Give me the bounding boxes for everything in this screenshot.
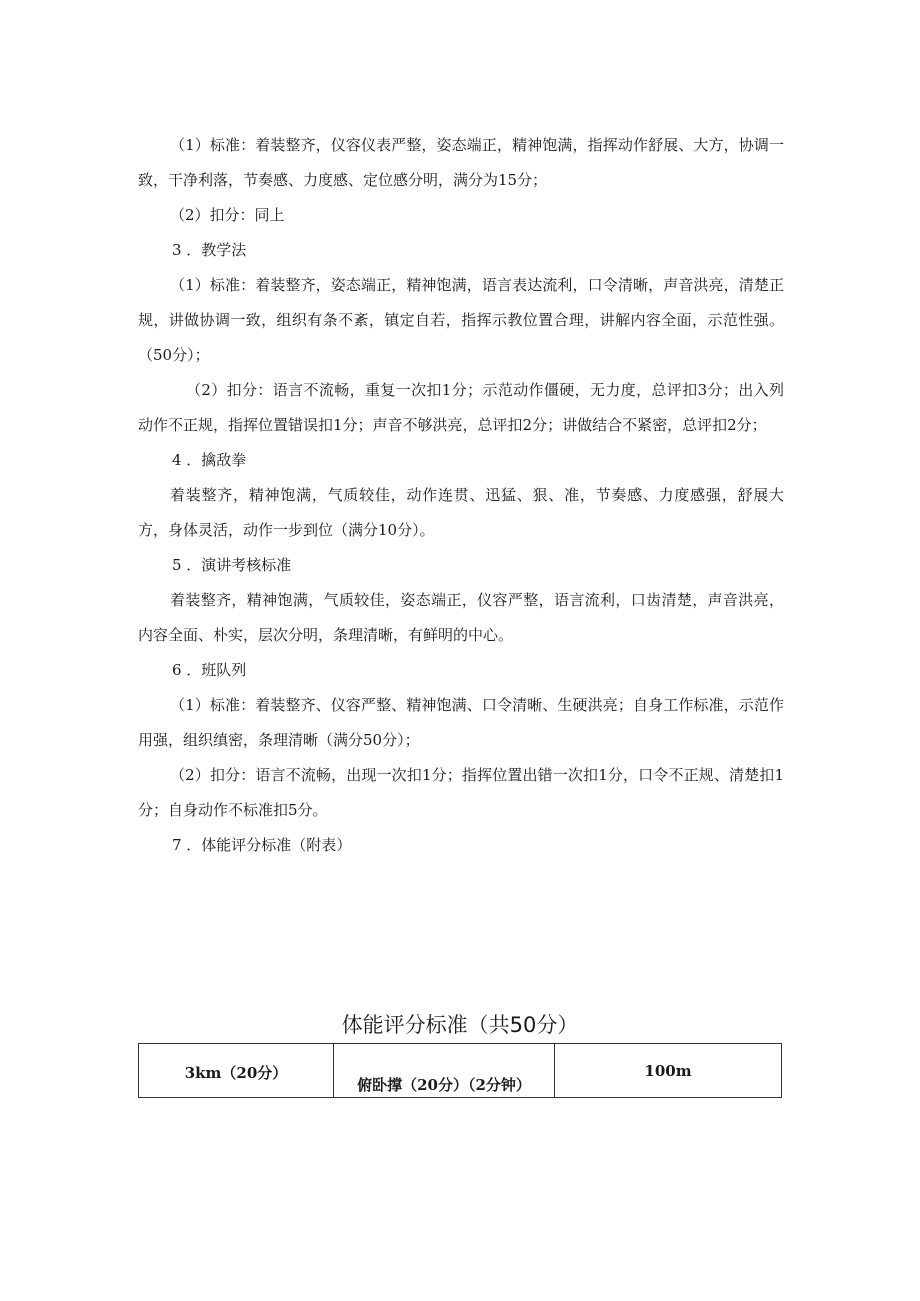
heading-teaching-method: 3 ．教学法: [172, 241, 247, 259]
paragraph-capture-fist: 着装整齐，精神饱满，气质较佳，动作连贯、迅猛、狠、准，节奏感、力度感强，舒展大方，身体灵活，动作一步到位（满分10分）。: [138, 486, 784, 539]
header-100m-label: 100m: [644, 1061, 692, 1080]
header-pushup-label: 俯卧撑（20分）（2分钟）: [357, 1076, 531, 1094]
document-body: [138, 128, 784, 863]
heading-squad-drill: 6 ．班队列: [172, 661, 247, 679]
table-header-row: [139, 1044, 782, 1098]
table-title: 体能评分标准（共50分）: [341, 1013, 579, 1037]
paragraph-speech-standard: 着装整齐，精神饱满，气质较佳，姿态端正，仪容严整，语言流利，口齿清楚，声音洪亮，内容全面、朴实，层次分明，条理清晰，有鲜明的中心。: [138, 591, 784, 644]
paragraph-squad-standard: （1）标准：着装整齐、仪容严整、精神饱满、口令清晰、生硬洪亮；自身工作标准，示范作用强，组织缜密，条理清晰（满分50分）；: [138, 696, 784, 749]
paragraph-standard-1: （1）标准：着装整齐，仪容仪表严整，姿态端正，精神饱满，指挥动作舒展、大方，协调一致，干净利落，节奏感、力度感、定位感分明，满分为15分；: [138, 136, 784, 189]
header-3km-label: 3km（20分）: [184, 1064, 288, 1082]
paragraph-teaching-standard: （1）标准：着装整齐，姿态端正，精神饱满，语言表达流利，口令清晰，声音洪亮，清楚正规，讲做协调一致，组织有条不紊，镇定自若，指挥示教位置合理，讲解内容全面，示范性强。（50分）；: [138, 276, 784, 364]
heading-capture-fist: 4 ．擒敌拳: [172, 451, 247, 469]
paragraph-teaching-deduction: （2）扣分：语言不流畅，重复一次扣1分；示范动作僵硬，无力度，总评扣3分；出入列动作不正规，指挥位置错误扣1分；声音不够洪亮，总评扣2分；讲做结合不紧密，总评扣2分；: [138, 381, 784, 434]
paragraph-deduction-1: （2）扣分：同上: [170, 206, 285, 224]
header-cell-3km: [139, 1044, 334, 1098]
fitness-score-table: [138, 1043, 782, 1098]
paragraph-squad-deduction: （2）扣分：语言不流畅，出现一次扣1分；指挥位置出错一次扣1分，口令不正规、清楚扣1分；自身动作不标准扣5分。: [138, 766, 784, 819]
heading-speech-standard: 5 ．演讲考核标准: [172, 556, 292, 574]
heading-fitness-standard: 7 ．体能评分标准（附表）: [172, 836, 352, 854]
header-cell-100m: [555, 1044, 782, 1098]
header-cell-pushup: [334, 1044, 555, 1098]
